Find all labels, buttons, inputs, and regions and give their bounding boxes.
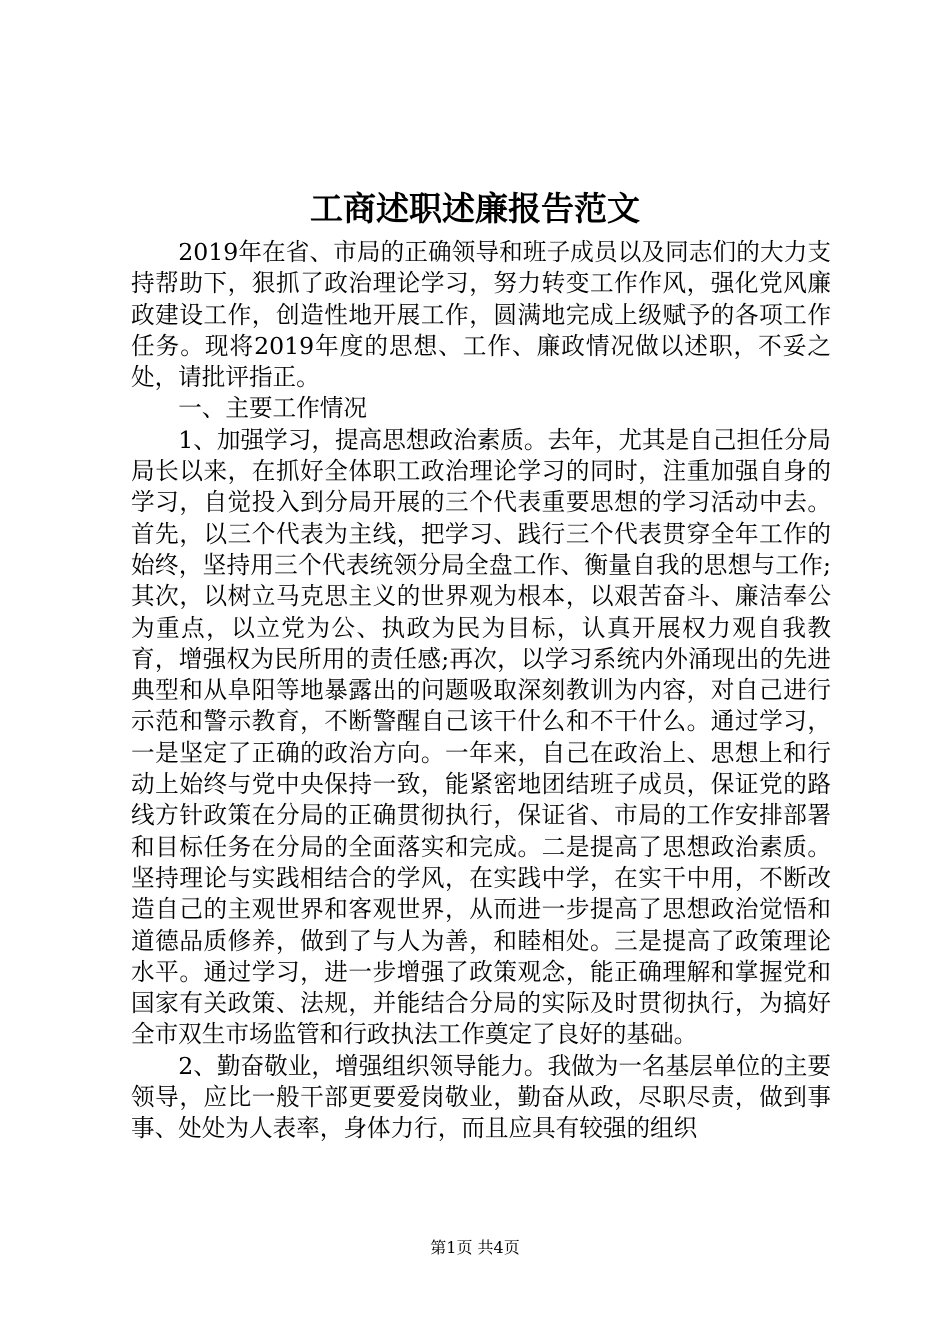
- paragraph-intro: 2019年在省、市局的正确领导和班子成员以及同志们的大力支持帮助下，狠抓了政治理论学习，努力转变工作作风，强化党风廉政建设工作，创造性地开展工作，圆满地完成上级赋予的各项工作任务。现将2019年度的思想、工作、廉政情况做以述职，不妥之处，请批评指正。: [131, 238, 831, 392]
- section-heading: 一、主要工作情况: [178, 394, 367, 423]
- page-footer: 第1页 共4页: [430, 1238, 520, 1257]
- paragraph-study: 1、加强学习，提高思想政治素质。去年，尤其是自己担任分局局长以来，在抓好全体职工政治理论学习的同时，注重加强自身的学习，自觉投入到分局开展的三个代表重要思想的学习活动中去。首先，以三个代表为主线，把学习、践行三个代表贯穿全年工作的始终，坚持用三个代表统领分局全盘工作、衡量自我的思想与工作;其次，以树立马克思主义的世界观为根本，以艰苦奋斗、廉洁奉公为重点，以立党为公、执政为民为目标，认真开展权力观自我教育，增强权为民所用的责任感;再次，以学习系统内外涌现出的先进典型和从阜阳等地暴露出的问题吸取深刻教训为内容，对自己进行示范和警示教育，不断警醒自己该干什么和不干什么。通过学习，一是坚定了正确的政治方向。一年来，自己在政治上、思想上和行动上始终与党中央保持一致，能紧密地团结班子成员，保证党的路线方针政策在分局的正确贯彻执行，保证省、市局的工作安排部署和目标任务在分局的全面落实和完成。二是提高了思想政治素质。坚持理论与实践相结合的学风，在实践中学，在实干中用，不断改造自己的主观世界和客观世界，从而进一步提高了思想政治觉悟和道德品质修养，做到了与人为善，和睦相处。三是提高了政策理论水平。通过学习，进一步增强了政策观念，能正确理解和掌握党和国家有关政策、法规，并能结合分局的实际及时贯彻执行，为搞好全市双生市场监管和行政执法工作奠定了良好的基础。: [131, 425, 831, 1049]
- document-body: [131, 237, 831, 1145]
- paragraph-dedication: 2、勤奋敬业，增强组织领导能力。我做为一名基层单位的主要领导，应比一般干部更要爱岗敬业，勤奋从政，尽职尽责，做到事事、处处为人表率，身体力行，而且应具有较强的组织: [131, 1051, 831, 1143]
- document-title: 工商述职述廉报告范文: [310, 189, 640, 228]
